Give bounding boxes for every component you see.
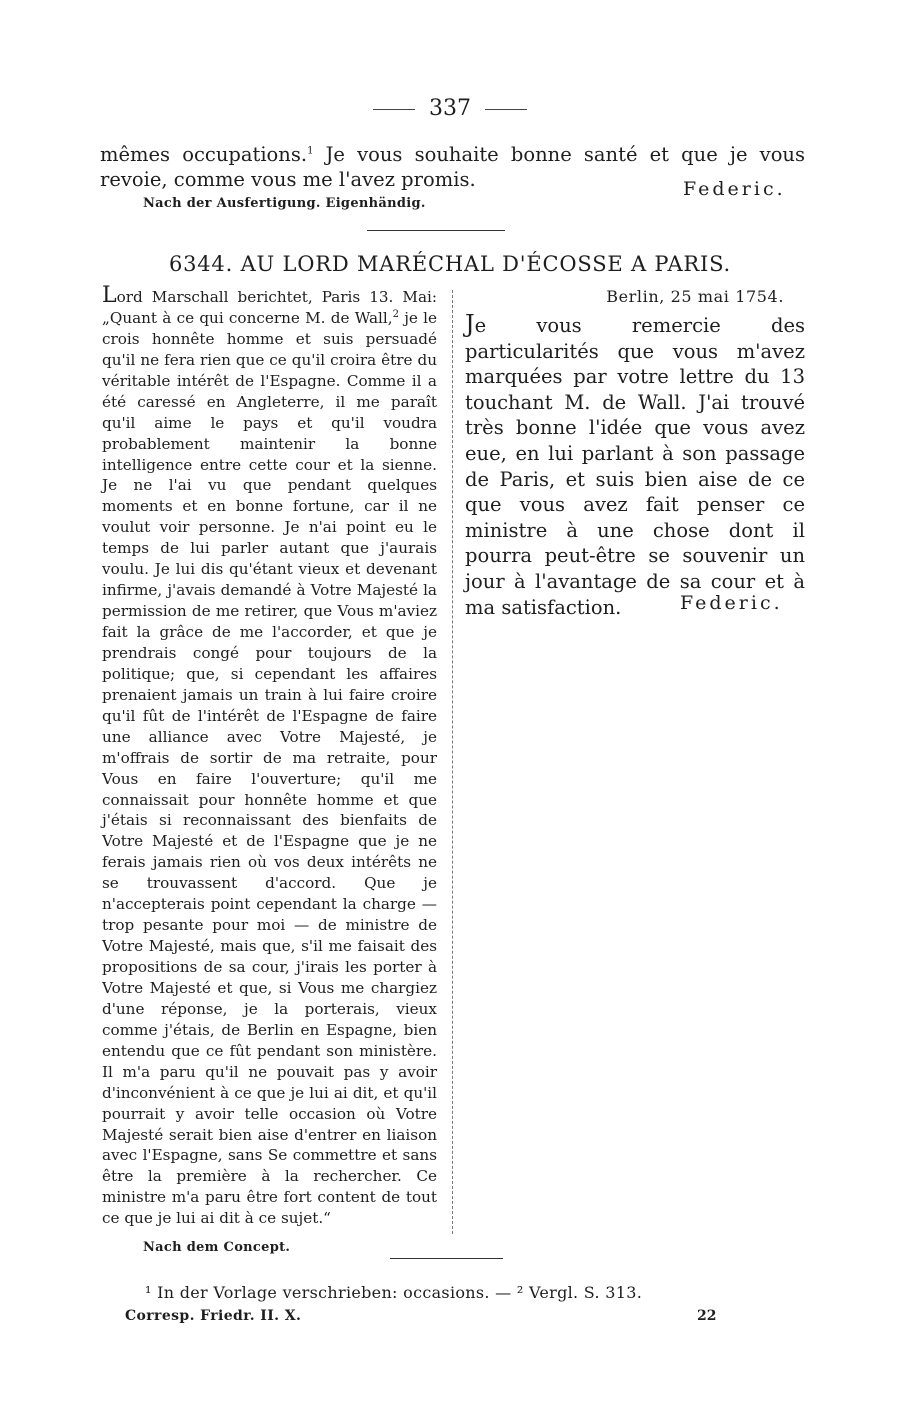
report-column [102,283,437,1229]
reply-signature: Federic. [680,592,783,614]
signature-mark-left: Corresp. Friedr. II. X. [125,1308,302,1324]
closing-text-before: mêmes occupations. [100,143,308,166]
reply-text: e vous remercie des particularités que vous m'avez marquées par votre lettre du 13 touchant M. de Wall. J'ai trouvé très bonne l'idée que vous avez eue, en lui parlant à son passage de Paris, et suis bien aise de ce que vous avez fait penser ce ministre à une chose dont il pourra peut-être se souvenir un jour à l'avantage de sa cour et à ma satisfaction. [465,314,805,619]
report-initial: L [102,283,117,308]
document-title: AU LORD MARÉCHAL D'ÉCOSSE A PARIS. [240,252,732,276]
dateline: Berlin, 25 mai 1754. [606,287,784,306]
report-source-note: Nach dem Concept. [143,1240,291,1255]
footnote-divider [390,1258,503,1259]
page-number-value: 337 [429,96,471,121]
report-text-after: je le crois honnête homme et suis persuadé qu'il ne fera rien que ce qu'il croira être du véritable intérêt de l'Espagne. Comme il a été caressé en Angleterre, il me paraît qu'il aime le pays et qu'il voudra probablement maintenir la bonne intelligence entre cette cour et la sienne. Je ne l'ai vu que pendant quelques moments et en bonne fortune, car il ne voulut voir personne. Je n'ai point eu le temps de lui parler autant que j'aurais voulu. Je lui dis qu'étant vieux et devenant infirme, j'avais demandé à Votre Majesté la permission de me retirer, que Vous m'aviez fait la grâce de me l'accorder, et que je prendrais congé pour toujours de la politique; que, si cependant les affaires prenaient jamais un train à lui faire croire qu'il fût de l'intérêt de l'Espagne de faire une alliance avec Votre Majesté, je m'offrais de sortir de ma retraite, pour Vous en faire l'ouverture; qu'il me connaissait pour honnête homme et que j'étais si reconnaissant des bienfaits de Votre Majesté et de l'Espagne que je ne ferais jamais rien où vos deux intérêts ne se trouvassent d'accord. Que je n'accepterais point cependant la charge — trop pesante pour moi — de ministre de Votre Majesté, mais que, s'il me faisait des propositions de sa cour, j'irais les porter à Votre Majesté et que, si Vous me chargiez d'une réponse, je la porterais, vieux comme j'étais, de Berlin en Espagne, bien entendu que ce fût pendant son ministère. Il m'a paru qu'il ne pouvait pas y avoir d'inconvénient à ce que je lui ai dit, et qu'il pourrait y avoir telle occasion où Votre Majesté serait bien aise d'entrer en liaison avec l'Espagne, sans Se commettre et sans être la première à la rechercher. Ce ministre m'a paru être fort content de tout ce que je lui ai dit à ce sujet.“ [102,308,437,1228]
page-number-left-dash [373,109,415,110]
signature-mark-right: 22 [697,1308,717,1324]
top-source-note: Nach der Ausfertigung. Eigenhändig. [143,196,426,211]
section-divider [367,230,505,231]
report-text-before: ord Marschall berichtet, Paris 13. Mai: „Quant à ce qui concerne M. de Wall, [102,288,437,327]
top-signature: Federic. [683,178,786,200]
footnote-ref-1: 1 [307,145,314,157]
document-heading [0,252,900,276]
footnote-ref-2: 2 [392,308,399,320]
footnotes: ¹ In der Vorlage verschrieben: occasions. — ² Vergl. S. 313. [145,1283,643,1302]
reply-initial: J [465,310,475,338]
page-number-right-dash [485,109,527,110]
page-number [0,96,900,121]
closing-text-after: Je vous souhaite bonne santé et que je vous revoie, comme vous me l'avez promis. [100,143,805,191]
document-number: 6344. [168,252,234,276]
column-divider [452,290,453,1234]
reply-column [465,312,805,620]
